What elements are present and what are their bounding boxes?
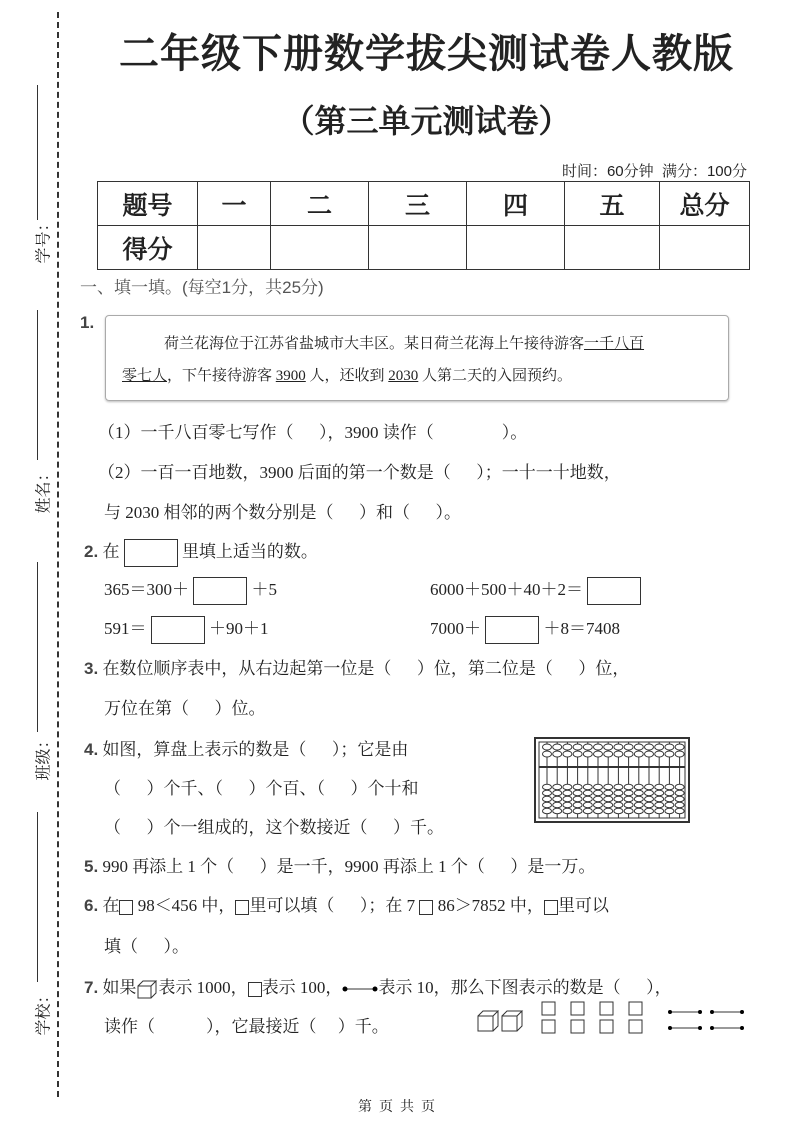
eq-text: 6000＋500＋40＋2＝: [430, 580, 588, 599]
abacus-bead: [563, 744, 572, 750]
abacus-bead: [583, 802, 592, 808]
abacus-bead: [675, 790, 684, 796]
q7-line2: 读作（ ），它最接近（ ）千。: [104, 1017, 389, 1036]
abacus-bead: [675, 802, 684, 808]
flat-block: [629, 1002, 642, 1015]
row-label: 得分: [98, 226, 198, 270]
q3-line2: 万位在第（ ）位。: [104, 699, 266, 718]
abacus-bead: [655, 796, 664, 802]
cube-block: [502, 1011, 522, 1031]
abacus-bead: [655, 808, 664, 814]
flat-block: [542, 1002, 555, 1015]
abacus-bead: [543, 796, 552, 802]
cube-block: [478, 1011, 498, 1031]
abacus-bead: [665, 808, 674, 814]
question-number: 6.: [84, 896, 99, 915]
abacus-bead: [645, 802, 654, 808]
abacus-bead: [645, 751, 654, 757]
abacus-bead: [624, 796, 633, 802]
abacus-bead: [604, 751, 613, 757]
abacus-bead: [583, 744, 592, 750]
abacus-bead: [634, 796, 643, 802]
q2-prompt: [84, 537, 318, 567]
flat-block: [571, 1002, 584, 1015]
square-icon: [119, 900, 133, 915]
abacus-bead: [665, 744, 674, 750]
abacus-bead: [583, 790, 592, 796]
abacus-bead: [665, 796, 674, 802]
abacus-bead: [594, 790, 603, 796]
abacus-bead: [604, 744, 613, 750]
eq-text: ＋90＋1: [204, 619, 269, 638]
table-header: 一: [198, 182, 271, 226]
abacus-bead: [573, 751, 582, 757]
answer-box-sample: [124, 539, 178, 567]
score-table: [97, 181, 750, 270]
abacus-bead: [543, 751, 552, 757]
abacus-bead: [645, 796, 654, 802]
story-text: 人第二天的入园预约。: [418, 368, 573, 384]
abacus-bead: [604, 790, 613, 796]
story-text: ，下午接待游客: [167, 368, 276, 384]
q2-eq1: [104, 575, 277, 605]
q7-text: 表示 100，: [261, 978, 343, 997]
q4-text: 如图，算盘上表示的数是（ ）；它是由: [98, 740, 409, 759]
abacus-bead: [573, 790, 582, 796]
q4-line2: （ ）个千、（ ）个百、（ ）个十和: [104, 779, 419, 798]
rod-icon: [342, 984, 378, 994]
flat-block: [600, 1020, 613, 1033]
abacus-bead: [553, 802, 562, 808]
q6-text: 里可以: [557, 896, 609, 915]
flat-block: [542, 1020, 555, 1033]
question-number: 1.: [80, 313, 95, 332]
q7-text: 如果: [98, 978, 137, 997]
binding-dashed-line: [57, 12, 59, 1097]
abacus-bead: [655, 784, 664, 790]
abacus-bead: [645, 790, 654, 796]
story-underlined: 一千八百: [584, 336, 645, 352]
abacus-bead: [563, 790, 572, 796]
q6-text: 里可以填（ ）；在 7: [249, 896, 420, 915]
abacus-bead: [624, 751, 633, 757]
q6-text: 86＞7852 中，: [433, 896, 544, 915]
abacus-bead: [655, 751, 664, 757]
student-id-label: 学号：: [35, 215, 53, 264]
score-cell[interactable]: [660, 226, 750, 270]
q4-line1: [84, 735, 408, 760]
eq-text: 591＝: [104, 619, 151, 638]
q6-line1: [84, 891, 609, 916]
score-cell[interactable]: [467, 226, 565, 270]
table-row: [98, 226, 750, 270]
question-number: 7.: [84, 978, 99, 997]
abacus-bead: [604, 802, 613, 808]
q2-eq3: [104, 614, 269, 644]
abacus-bead: [634, 751, 643, 757]
school-line: [37, 812, 38, 982]
eq-text: ＋5: [247, 580, 277, 599]
abacus-bead: [614, 796, 623, 802]
abacus-bead: [543, 808, 552, 814]
rod-end: [740, 1010, 744, 1014]
abacus-bead: [594, 796, 603, 802]
q2-eq2: [430, 575, 641, 605]
class-label: 班级：: [35, 732, 53, 781]
story-underlined: 2030: [388, 368, 419, 384]
abacus-bead: [645, 744, 654, 750]
abacus-bead: [543, 784, 552, 790]
table-header: 题号: [98, 182, 198, 226]
square-icon: [544, 900, 558, 915]
abacus-bead: [665, 802, 674, 808]
abacus-bead: [645, 784, 654, 790]
abacus-bead: [624, 808, 633, 814]
abacus-bead: [614, 808, 623, 814]
q7-text: 表示 1000，: [158, 978, 248, 997]
abacus-bead: [573, 802, 582, 808]
answer-box[interactable]: [193, 577, 247, 605]
abacus-bead: [614, 751, 623, 757]
abacus-bead: [604, 808, 613, 814]
q2-text: 里填上适当的数。: [177, 542, 318, 561]
abacus-bead: [614, 784, 623, 790]
abacus-bead: [553, 744, 562, 750]
table-header: 二: [271, 182, 369, 226]
abacus-bead: [573, 796, 582, 802]
abacus-bead: [543, 802, 552, 808]
abacus-bead: [645, 808, 654, 814]
section-heading: 一、填一填。(每空1分，共25分): [80, 278, 324, 297]
score-cell[interactable]: [369, 226, 467, 270]
answer-box[interactable]: [587, 577, 641, 605]
story-underlined: 3900: [275, 368, 306, 384]
abacus-bead: [614, 802, 623, 808]
q7-line1: [84, 973, 672, 999]
flat-block: [629, 1020, 642, 1033]
rod-end: [710, 1010, 714, 1014]
abacus-bead: [624, 790, 633, 796]
rod-end: [668, 1010, 672, 1014]
rod-end: [740, 1026, 744, 1030]
abacus-bead: [665, 751, 674, 757]
abacus-bead: [543, 790, 552, 796]
q2-eq4: [430, 614, 620, 644]
abacus-bead: [665, 784, 674, 790]
rod-end: [698, 1010, 702, 1014]
eq-text: ＋8＝7408: [539, 619, 620, 638]
abacus-bead: [573, 784, 582, 790]
abacus-bead: [594, 784, 603, 790]
abacus-bead: [563, 808, 572, 814]
score-cell[interactable]: [271, 226, 369, 270]
score-cell[interactable]: [198, 226, 271, 270]
abacus-bead: [675, 784, 684, 790]
rod-end: [698, 1026, 702, 1030]
abacus-bead: [553, 784, 562, 790]
abacus-bead: [583, 784, 592, 790]
abacus-bead: [573, 744, 582, 750]
abacus-bead: [553, 751, 562, 757]
page-title: 二年级下册数学拔尖测试卷人教版: [119, 32, 734, 76]
abacus-bead: [583, 808, 592, 814]
question-number: 4.: [84, 740, 99, 759]
q1-sub2-cont: 与 2030 相邻的两个数分别是（ ）和（ ）。: [104, 503, 461, 522]
abacus-bead: [614, 744, 623, 750]
flat-block: [600, 1002, 613, 1015]
q6-text: 98＜456 中，: [133, 896, 236, 915]
q5-line1: [84, 852, 595, 877]
name-label: 姓名：: [35, 465, 53, 514]
abacus-bead: [655, 790, 664, 796]
abacus-bead: [594, 751, 603, 757]
name-line: [37, 310, 38, 460]
school-label: 学校：: [35, 987, 53, 1036]
abacus-bead: [665, 790, 674, 796]
abacus-bead: [614, 790, 623, 796]
answer-box[interactable]: [151, 616, 205, 644]
abacus-bead: [624, 744, 633, 750]
q5-text: 990 再添上 1 个（ ）是一千，9900 再添上 1 个（ ）是一万。: [98, 857, 596, 876]
abacus-bead: [624, 802, 633, 808]
time-info: 时间：60分钟 满分：100分: [561, 163, 747, 180]
abacus-bead: [675, 751, 684, 757]
abacus-bead: [655, 802, 664, 808]
abacus-bead: [563, 802, 572, 808]
story-text: 人，还收到: [305, 368, 389, 384]
q6-line2: 填（ ）。: [104, 937, 189, 956]
answer-box[interactable]: [485, 616, 539, 644]
q3-text: 在数位顺序表中，从右边起第一位是（ ）位，第二位是（ ）位，: [98, 659, 630, 678]
table-header: 总分: [660, 182, 750, 226]
abacus-bead: [675, 796, 684, 802]
q2-text: 在: [98, 542, 124, 561]
q4-line3: （ ）个一组成的，这个数接近（ ）千。: [104, 818, 444, 837]
abacus-bead: [594, 808, 603, 814]
abacus-bead: [543, 744, 552, 750]
abacus-bead: [655, 744, 664, 750]
page-subtitle: （第三单元测试卷）: [282, 103, 571, 139]
flat-block: [571, 1020, 584, 1033]
question-number: 5.: [84, 857, 99, 876]
abacus-bead: [583, 796, 592, 802]
place-value-blocks-figure: [476, 998, 744, 1038]
abacus-bead: [553, 796, 562, 802]
abacus-bead: [604, 796, 613, 802]
abacus-bead: [553, 790, 562, 796]
abacus-bead: [634, 784, 643, 790]
story-text: 荷兰花海位于江苏省盐城市大丰区。某日荷兰花海上午接待游客: [164, 336, 585, 352]
square-icon: [235, 900, 249, 915]
square-icon: [419, 900, 433, 915]
abacus-bead: [594, 802, 603, 808]
flat-square-icon: [248, 982, 262, 997]
score-cell[interactable]: [565, 226, 660, 270]
rod-end: [668, 1026, 672, 1030]
class-line: [37, 562, 38, 732]
story-underlined: 零七人: [122, 368, 168, 384]
abacus-bead: [634, 808, 643, 814]
abacus-bead: [634, 744, 643, 750]
rod-end: [710, 1026, 714, 1030]
q6-text: 在: [98, 896, 120, 915]
abacus-bead: [583, 751, 592, 757]
abacus-bead: [634, 802, 643, 808]
table-header: 四: [467, 182, 565, 226]
eq-text: 365＝300＋: [104, 580, 194, 599]
abacus-bead: [675, 744, 684, 750]
table-row: [98, 182, 750, 226]
table-header: 五: [565, 182, 660, 226]
q7-text: 表示 10，那么下图表示的数是（ ），: [378, 978, 672, 997]
abacus-bead: [594, 744, 603, 750]
abacus-bead: [563, 796, 572, 802]
abacus-bead: [563, 784, 572, 790]
abacus-bead: [624, 784, 633, 790]
q1-sub2: （2）一百一百地数，3900 后面的第一个数是（ ）；一十一十地数，: [98, 463, 621, 482]
eq-text: 7000＋: [430, 619, 486, 638]
abacus-bead: [604, 784, 613, 790]
abacus-bead: [573, 808, 582, 814]
q3-line1: [84, 654, 629, 679]
abacus-bead: [553, 808, 562, 814]
abacus-figure: [534, 737, 690, 823]
story-box: [105, 315, 729, 401]
abacus-bead: [563, 751, 572, 757]
question-number: 2.: [84, 542, 99, 561]
q1-sub1: （1）一千八百零七写作（ ），3900 读作（ ）。: [98, 423, 528, 442]
abacus-bead: [675, 808, 684, 814]
abacus-bead: [634, 790, 643, 796]
page-footer: 第 页 共 页: [358, 1100, 435, 1115]
cube-icon: [136, 979, 158, 999]
question-number: 3.: [84, 659, 99, 678]
table-header: 三: [369, 182, 467, 226]
